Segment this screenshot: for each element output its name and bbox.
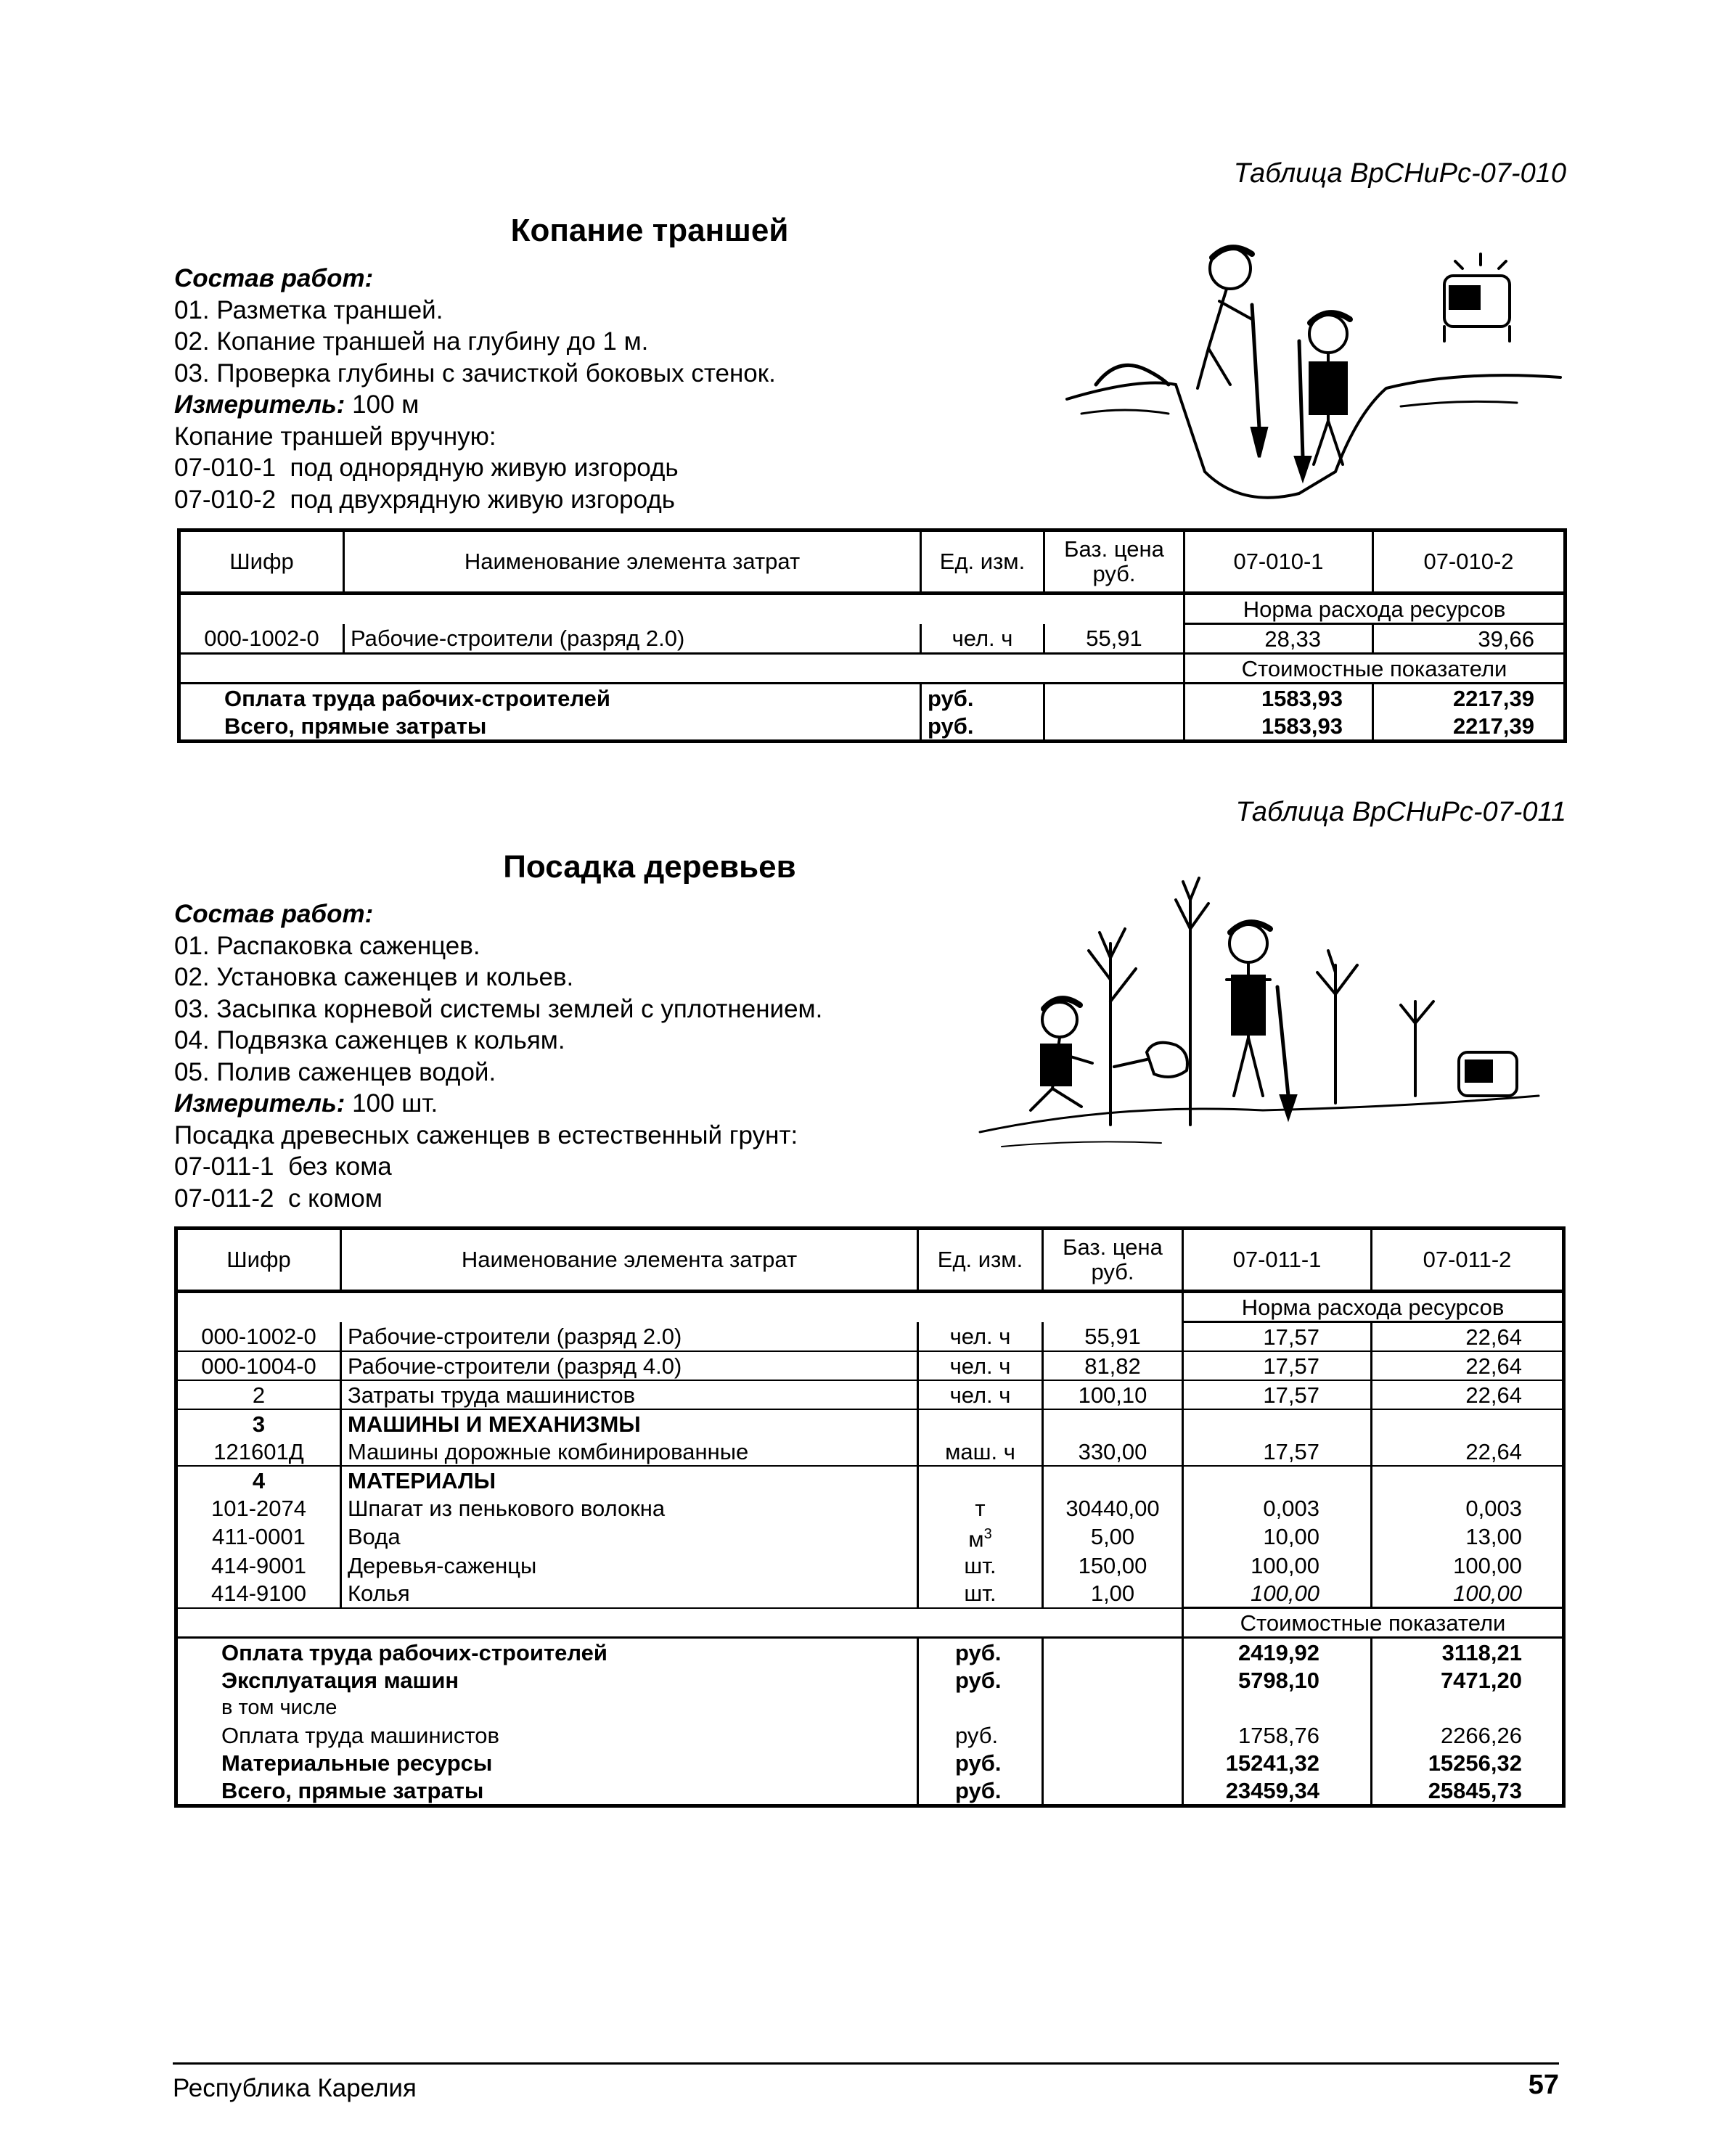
cell-code: 3 bbox=[176, 1409, 341, 1438]
cell-price: 330,00 bbox=[1043, 1438, 1183, 1466]
work-item: 04. Подвязка саженцев к кольям. bbox=[174, 1026, 565, 1054]
section-description-2 bbox=[174, 898, 822, 1214]
cell-value-1: 0,003 bbox=[1183, 1494, 1372, 1522]
cost-value-1 bbox=[1183, 1694, 1372, 1721]
cost-row bbox=[176, 1694, 1564, 1721]
cell-price: 55,91 bbox=[1044, 624, 1184, 654]
cell-name: Рабочие-строители (разряд 4.0) bbox=[341, 1351, 918, 1380]
work-item: 03. Проверка глубины с зачисткой боковых стенок. bbox=[174, 358, 776, 388]
cost-name: Оплата труда машинистов bbox=[176, 1721, 918, 1749]
cell-value-1: 10,00 bbox=[1183, 1522, 1372, 1552]
cost-row bbox=[176, 1638, 1564, 1667]
footer-rule bbox=[173, 2062, 1559, 2065]
cell-name: Деревья-саженцы bbox=[341, 1552, 918, 1579]
variant-item: 07-010-2 под двухрядную живую изгородь bbox=[174, 485, 675, 514]
unit-text: м bbox=[968, 1526, 984, 1552]
works-label: Состав работ: bbox=[174, 264, 374, 292]
cost-value-1: 15241,32 bbox=[1183, 1749, 1372, 1776]
table-header-row bbox=[176, 1229, 1564, 1292]
table-header-row bbox=[179, 530, 1566, 594]
header-col1: 07-010-1 bbox=[1184, 530, 1373, 594]
cell-code: 101-2074 bbox=[176, 1494, 341, 1522]
cell-value-2 bbox=[1372, 1409, 1564, 1438]
section-title-2: Посадка деревьев bbox=[503, 849, 796, 885]
work-item: 01. Разметка траншей. bbox=[174, 295, 443, 324]
cost-row bbox=[176, 1776, 1564, 1806]
table-row bbox=[176, 1522, 1564, 1552]
variant-item: 07-011-2 с комом bbox=[174, 1184, 382, 1213]
cell-code: 2 bbox=[176, 1380, 341, 1409]
cell-code: 414-9100 bbox=[176, 1579, 341, 1608]
cell-code: 4 bbox=[176, 1466, 341, 1494]
resource-table-2 bbox=[174, 1226, 1566, 1808]
cell-value-2: 100,00 bbox=[1372, 1579, 1564, 1608]
cost-unit: руб. bbox=[918, 1776, 1043, 1806]
cell-value-1: 100,00 bbox=[1183, 1552, 1372, 1579]
cost-value-2: 15256,32 bbox=[1372, 1749, 1564, 1776]
header-code: Шифр bbox=[179, 530, 344, 594]
cost-row bbox=[176, 1666, 1564, 1694]
cell-name: Колья bbox=[341, 1579, 918, 1608]
cost-value-1: 1583,93 bbox=[1184, 712, 1373, 742]
cell-value-1 bbox=[1183, 1466, 1372, 1494]
table-row bbox=[176, 1552, 1564, 1579]
cost-unit bbox=[918, 1694, 1043, 1721]
cell-value-2: 22,64 bbox=[1372, 1322, 1564, 1352]
band-row-norm bbox=[179, 594, 1566, 624]
cost-row bbox=[179, 684, 1566, 713]
measure-line bbox=[174, 1088, 822, 1120]
table-row bbox=[176, 1351, 1564, 1380]
cell-name: Машины дорожные комбинированные bbox=[341, 1438, 918, 1466]
header-name: Наименование элемента затрат bbox=[344, 530, 921, 594]
table-row bbox=[179, 624, 1566, 654]
cell-name: Рабочие-строители (разряд 2.0) bbox=[344, 624, 921, 654]
work-item: 05. Полив саженцев водой. bbox=[174, 1057, 496, 1086]
cell-code: 411-0001 bbox=[176, 1522, 341, 1552]
cell-price: 55,91 bbox=[1043, 1322, 1183, 1352]
cell-value-1: 17,57 bbox=[1183, 1351, 1372, 1380]
cell-unit: маш. ч bbox=[918, 1438, 1043, 1466]
band-label-cost: Стоимостные показатели bbox=[1183, 1608, 1564, 1638]
band-label-norm: Норма расхода ресурсов bbox=[1184, 594, 1566, 624]
cell-name: Вода bbox=[341, 1522, 918, 1552]
band-row-cost bbox=[176, 1608, 1564, 1638]
band-row-cost bbox=[179, 654, 1566, 684]
works-label: Состав работ: bbox=[174, 900, 374, 928]
work-item: 02. Установка саженцев и кольев. bbox=[174, 963, 574, 991]
cell-code: 000-1004-0 bbox=[176, 1351, 341, 1380]
cell-unit bbox=[918, 1466, 1043, 1494]
cost-unit: руб. bbox=[921, 712, 1044, 742]
section-title-1: Копание траншей bbox=[510, 213, 789, 248]
footer-region: Республика Карелия bbox=[173, 2074, 417, 2102]
header-col1: 07-011-1 bbox=[1183, 1229, 1372, 1292]
table-row bbox=[176, 1494, 1564, 1522]
section-description-1 bbox=[174, 263, 776, 515]
cost-value-1: 1758,76 bbox=[1183, 1721, 1372, 1749]
cell-name: МАШИНЫ И МЕХАНИЗМЫ bbox=[341, 1409, 918, 1438]
cell-name: Рабочие-строители (разряд 2.0) bbox=[341, 1322, 918, 1352]
cell-unit: чел. ч bbox=[918, 1380, 1043, 1409]
cell-value-2 bbox=[1372, 1466, 1564, 1494]
cell-value-1: 28,33 bbox=[1184, 624, 1373, 654]
work-item: 02. Копание траншей на глубину до 1 м. bbox=[174, 327, 649, 356]
cost-name: в том числе bbox=[176, 1694, 918, 1721]
cell-unit: чел. ч bbox=[918, 1351, 1043, 1380]
cell-unit bbox=[918, 1522, 1043, 1552]
cell-code: 000-1002-0 bbox=[179, 624, 344, 654]
cost-name: Всего, прямые затраты bbox=[179, 712, 921, 742]
cell-value-1: 17,57 bbox=[1183, 1380, 1372, 1409]
cost-unit: руб. bbox=[918, 1721, 1043, 1749]
cell-name: Затраты труда машинистов bbox=[341, 1380, 918, 1409]
table-ref-2: Таблица ВрСНиРс-07-011 bbox=[1235, 797, 1566, 827]
header-code: Шифр bbox=[176, 1229, 341, 1292]
cell-price bbox=[1043, 1466, 1183, 1494]
tree-planting-illustration bbox=[973, 856, 1553, 1190]
cost-value-1: 2419,92 bbox=[1183, 1638, 1372, 1667]
resource-table-1 bbox=[177, 528, 1567, 743]
cost-value-2: 25845,73 bbox=[1372, 1776, 1564, 1806]
header-name: Наименование элемента затрат bbox=[341, 1229, 918, 1292]
table-row bbox=[176, 1409, 1564, 1438]
cell-price: 30440,00 bbox=[1043, 1494, 1183, 1522]
cost-value-2: 2217,39 bbox=[1373, 712, 1566, 742]
cell-value-1 bbox=[1183, 1409, 1372, 1438]
cell-unit: т bbox=[918, 1494, 1043, 1522]
header-unit: Ед. изм. bbox=[918, 1229, 1043, 1292]
measure-line bbox=[174, 389, 776, 421]
cost-value-1: 5798,10 bbox=[1183, 1666, 1372, 1694]
cost-name: Всего, прямые затраты bbox=[176, 1776, 918, 1806]
header-col2: 07-011-2 bbox=[1372, 1229, 1564, 1292]
variant-item: 07-011-1 без кома bbox=[174, 1152, 392, 1181]
cell-price: 81,82 bbox=[1043, 1351, 1183, 1380]
cost-unit: руб. bbox=[918, 1749, 1043, 1776]
cost-name: Оплата труда рабочих-строителей bbox=[176, 1638, 918, 1667]
cost-unit: руб. bbox=[921, 684, 1044, 713]
cell-value-2: 22,64 bbox=[1372, 1380, 1564, 1409]
work-item: 01. Распаковка саженцев. bbox=[174, 931, 480, 960]
band-row-norm bbox=[176, 1292, 1564, 1322]
table-row bbox=[176, 1466, 1564, 1494]
cell-value-2: 100,00 bbox=[1372, 1552, 1564, 1579]
cell-price bbox=[1043, 1409, 1183, 1438]
band-label-norm: Норма расхода ресурсов bbox=[1183, 1292, 1564, 1322]
cell-name: МАТЕРИАЛЫ bbox=[341, 1466, 918, 1494]
band-label-cost: Стоимостные показатели bbox=[1184, 654, 1566, 684]
page-number: 57 bbox=[1528, 2070, 1559, 2100]
cost-value-1: 1583,93 bbox=[1184, 684, 1373, 713]
cell-value-1: 17,57 bbox=[1183, 1322, 1372, 1352]
table-row bbox=[176, 1322, 1564, 1352]
cost-value-2 bbox=[1372, 1694, 1564, 1721]
trench-digging-illustration bbox=[1052, 232, 1575, 508]
table-row bbox=[176, 1579, 1564, 1608]
work-item: 03. Засыпка корневой системы землей с уплотнением. bbox=[174, 994, 823, 1023]
measure-label: Измеритель: bbox=[174, 1089, 345, 1118]
measure-label: Измеритель: bbox=[174, 390, 345, 419]
measure-value: 100 шт. bbox=[345, 1089, 438, 1118]
table-ref-1: Таблица ВрСНиРс-07-010 bbox=[1233, 158, 1566, 189]
variants-intro: Посадка древесных саженцев в естественный грунт: bbox=[174, 1120, 798, 1149]
cell-unit bbox=[918, 1409, 1043, 1438]
cell-value-2: 39,66 bbox=[1373, 624, 1566, 654]
cell-price: 100,10 bbox=[1043, 1380, 1183, 1409]
cell-unit: чел. ч bbox=[921, 624, 1044, 654]
header-price: Баз. цена руб. bbox=[1043, 1229, 1183, 1292]
table-row bbox=[176, 1438, 1564, 1466]
header-col2: 07-010-2 bbox=[1373, 530, 1566, 594]
cost-unit: руб. bbox=[918, 1666, 1043, 1694]
cell-price: 5,00 bbox=[1043, 1522, 1183, 1552]
cell-code: 121601Д bbox=[176, 1438, 341, 1466]
variants-intro: Копание траншей вручную: bbox=[174, 422, 496, 451]
cost-value-1: 23459,34 bbox=[1183, 1776, 1372, 1806]
variant-item: 07-010-1 под однорядную живую изгородь bbox=[174, 454, 679, 482]
header-unit: Ед. изм. bbox=[921, 530, 1044, 594]
cell-price: 150,00 bbox=[1043, 1552, 1183, 1579]
unit-superscript: 3 bbox=[983, 1526, 992, 1542]
cell-value-2: 22,64 bbox=[1372, 1351, 1564, 1380]
cell-price: 1,00 bbox=[1043, 1579, 1183, 1608]
cost-name: Оплата труда рабочих-строителей bbox=[179, 684, 921, 713]
cell-code: 000-1002-0 bbox=[176, 1322, 341, 1352]
measure-value: 100 м bbox=[345, 390, 420, 419]
header-price: Баз. цена руб. bbox=[1044, 530, 1184, 594]
cell-name: Шпагат из пенькового волокна bbox=[341, 1494, 918, 1522]
cell-value-1: 100,00 bbox=[1183, 1579, 1372, 1608]
cell-value-1: 17,57 bbox=[1183, 1438, 1372, 1466]
cost-value-2: 3118,21 bbox=[1372, 1638, 1564, 1667]
cell-unit: шт. bbox=[918, 1552, 1043, 1579]
table-row bbox=[176, 1380, 1564, 1409]
cost-value-2: 2217,39 bbox=[1373, 684, 1566, 713]
cost-unit: руб. bbox=[918, 1638, 1043, 1667]
cell-value-2: 22,64 bbox=[1372, 1438, 1564, 1466]
cost-row bbox=[176, 1721, 1564, 1749]
cell-unit: шт. bbox=[918, 1579, 1043, 1608]
cell-unit: чел. ч bbox=[918, 1322, 1043, 1352]
cost-name: Эксплуатация машин bbox=[176, 1666, 918, 1694]
cost-row bbox=[176, 1749, 1564, 1776]
cost-value-2: 7471,20 bbox=[1372, 1666, 1564, 1694]
cost-value-2: 2266,26 bbox=[1372, 1721, 1564, 1749]
cell-code: 414-9001 bbox=[176, 1552, 341, 1579]
cell-value-2: 13,00 bbox=[1372, 1522, 1564, 1552]
cost-row bbox=[179, 712, 1566, 742]
cell-value-2: 0,003 bbox=[1372, 1494, 1564, 1522]
cost-name: Материальные ресурсы bbox=[176, 1749, 918, 1776]
